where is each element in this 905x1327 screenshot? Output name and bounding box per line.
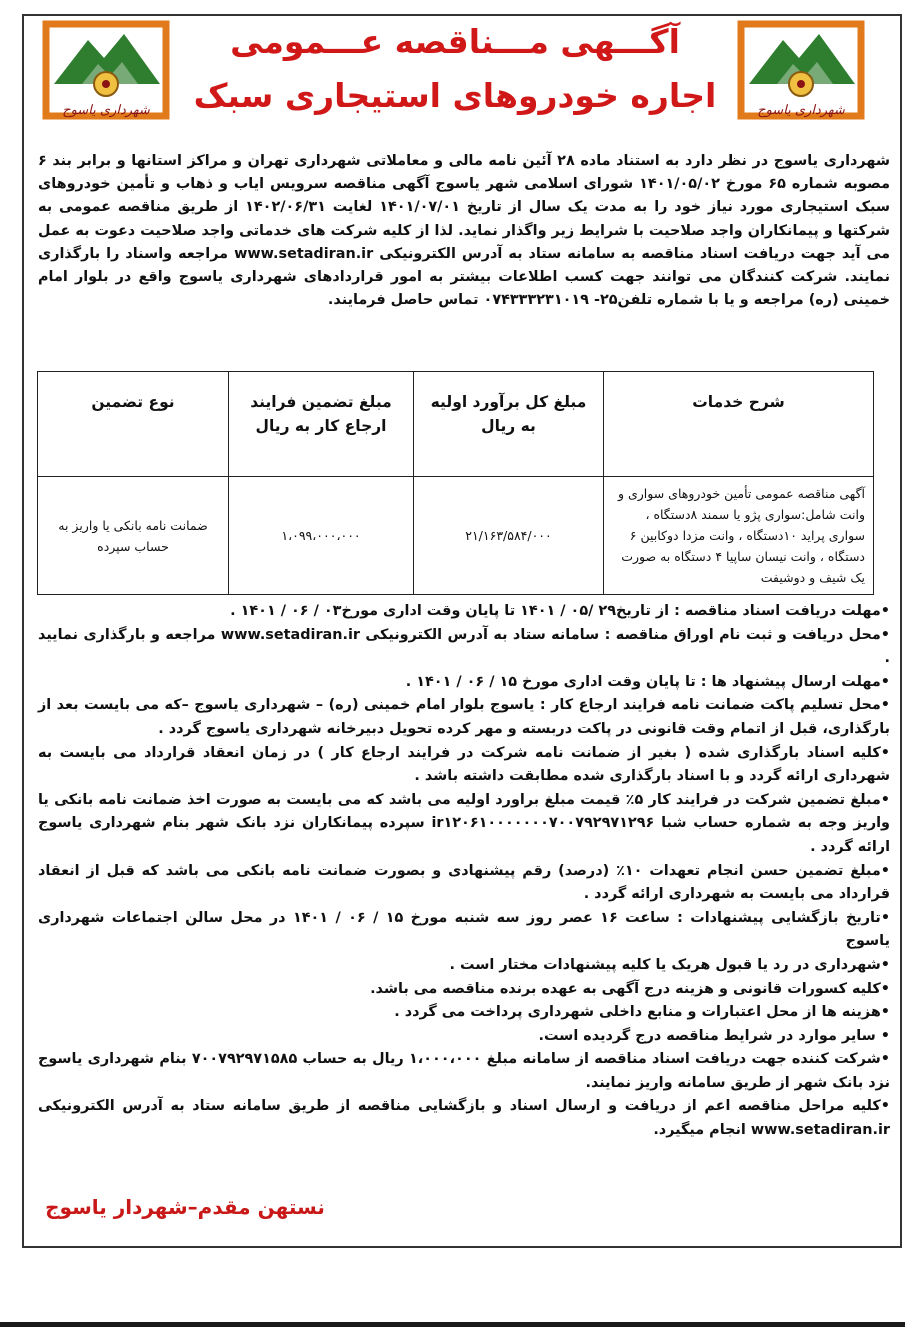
mayor-signature: نستهن مقدم–شهردار یاسوج bbox=[45, 1195, 325, 1219]
header-guarantee-amount: مبلغ تضمین فرایند ارجاع کار به ریال bbox=[229, 372, 414, 477]
condition-item: •شهرداری در رد یا قبول هریک یا کلیه پیشنهادات مختار است . bbox=[449, 956, 890, 973]
cell-guarantee-amount: ۱،۰۹۹،۰۰۰،۰۰۰ bbox=[229, 477, 414, 595]
logo-caption: شهرداری یاسوج bbox=[757, 103, 845, 118]
condition-item: •کلیه کسورات قانونی و هزینه درج آگهی به عهده برنده مناقصه می باشد. bbox=[370, 980, 890, 997]
tender-table bbox=[37, 371, 874, 595]
condition-item: •محل تسلیم پاکت ضمانت نامه فرایند ارجاع کار : یاسوج بلوار امام خمینی (ره) – شهرداری یاسوج –که می بایست بعد از بارگذاری، قبل از اتمام وقت قانونی در پاکت دربسته و مهر کرده تحویل دبیرخانه شهرداری یاسوج گردد . bbox=[38, 697, 890, 737]
conditions-list bbox=[38, 600, 890, 1143]
logo-caption: شهرداری یاسوج bbox=[62, 103, 150, 118]
cell-service: آگهی مناقصه عمومی تأمین خودروهای سواری و وانت شامل:سواری پژو یا سمند ۸دستگاه ، سواری پراید ۱۰دستگاه ، وانت مزدا دوکابین ۶ دستگاه ، وانت نیسان ساپیا ۴ دستگاه به صورت یک شیف و دوشیفت bbox=[604, 477, 874, 595]
condition-item: •شرکت کننده جهت دریافت اسناد مناقصه از سامانه مبلغ ۱،۰۰۰،۰۰۰ ریال به حساب ۷۰۰۷۹۲۹۷۱۵۸۵ بنام شهرداری یاسوج نزد بانک شهر از طریق سامانه واریز نمایند. bbox=[38, 1051, 890, 1091]
condition-item: •کلیه مراحل مناقصه اعم از دریافت و ارسال اسناد و بازگشایی مناقصه از طریق سامانه ستاد به آدرس الکترونیکی www.setadiran.ir انجام میگیرد. bbox=[38, 1098, 890, 1139]
page-title: آگـــهی مـــناقصه عـــمومی bbox=[230, 22, 680, 61]
bottom-border bbox=[0, 1322, 905, 1327]
condition-item: •مبلغ تضمین شرکت در فرایند کار ۵٪ قیمت مبلغ براورد اولیه می باشد که می بایست به صورت اخذ ضمانت نامه بانکی یا واریز وجه به شماره حساب شبا ir۱۲۰۶۱۰۰۰۰۰۰۰۷۰۰۷۹۲۹۷۱۲۹۶ سپرده پیمانکاران نزد بانک شهر بنام شهرداری یاسوج ارائه گردد . bbox=[38, 791, 890, 855]
condition-item: •محل دریافت و ثبت نام اوراق مناقصه : سامانه ستاد به آدرس الکترونیکی www.setadiran.ir مراجعه و بارگذاری نمایید . bbox=[38, 626, 890, 667]
header-estimate: مبلغ کل برآورد اولیه به ریال bbox=[414, 372, 604, 477]
header-guarantee-type: نوع تضمین bbox=[38, 372, 229, 477]
table-row bbox=[38, 477, 874, 595]
cell-estimate: ۲۱/۱۶۳/۵۸۴/۰۰۰ bbox=[414, 477, 604, 595]
condition-item: •هزینه ها از محل اعتبارات و منابع داخلی شهرداری پرداخت می گردد . bbox=[394, 1004, 890, 1021]
cell-guarantee-type: ضمانت نامه بانکی یا واریز به حساب سپرده bbox=[38, 477, 229, 595]
intro-text: شهرداری یاسوج در نظر دارد به استناد ماده ۲۸ آئین نامه مالی و معاملاتی شهرداری تهران و مراکز استانها و برابر بند ۶ مصوبه شماره ۶۵ مورخ ۱۴۰۱/۰۵/۰۲ شورای اسلامی شهر یاسوج آگهی مناقصه سرویس ایاب و ذهاب و تأمین خودروهای سبک استیجاری مورد نیاز خود را به مدت یک سال از تاریخ ۱۴۰۱/۰۷/۰۱ لغایت ۱۴۰۲/۰۶/۳۱ از طریق مناقصه عمومی به شرکتها و پیمانکاران واجد صلاحیت با شرایط زیر واگذار نماید. لذا از کلیه شرکت های خدماتی واجد صلاحیت دعوت به عمل می آید جهت دریافت اسناد مناقصه به سامانه ستاد به آدرس الکترونیکی www.setadiran.ir مراجعه واسناد را بارگذاری نمایند. شرکت کنندگان می توانند جهت کسب اطلاعات بیشتر به امور قراردادهای شهرداری یاسوج واقع در بلوار امام خمینی (ره) مراجعه و یا با شماره تلفن۲۵- ۰۷۴۳۳۳۲۳۱۰۱۹ تماس حاصل فرمایند. bbox=[38, 153, 891, 309]
condition-item: • سایر موارد در شرایط مناقصه درج گردیده است. bbox=[538, 1027, 890, 1044]
table-header-row bbox=[38, 372, 874, 477]
condition-item: •مبلغ تضمین حسن انجام تعهدات ۱۰٪ (درصد) رقم پیشنهادی و بصورت ضمانت نامه بانکی می باشد که قبل از انعقاد قرارداد می بایست به شهرداری ارائه گردد . bbox=[38, 862, 890, 903]
condition-item: •مهلت ارسال پیشنهاد ها : تا پایان وقت اداری مورخ ۱۵ / ۰۶ / ۱۴۰۱ . bbox=[405, 673, 890, 690]
intro-paragraph bbox=[38, 150, 890, 312]
condition-item: •کلیه اسناد بارگذاری شده ( بغیر از ضمانت نامه شرکت در فرایند ارجاع کار ) در زمان انعقاد قرارداد می بایست به شهرداری ارائه گردد و با اسناد بارگذاری شده مطابقت داشته باشد . bbox=[38, 744, 890, 785]
municipality-logo-right bbox=[735, 18, 867, 122]
condition-item: •تاریخ بازگشایی پیشنهادات : ساعت ۱۶ عصر روز سه شنبه مورخ ۱۵ / ۰۶ / ۱۴۰۱ در محل سالن اجتماعات شهرداری یاسوج bbox=[38, 909, 891, 950]
header-service: شرح خدمات bbox=[604, 372, 874, 477]
page-subtitle: اجاره خودروهای استیجاری سبک bbox=[193, 76, 717, 115]
condition-item: •مهلت دریافت اسناد مناقصه : از تاریخ۲۹ /۰۵ / ۱۴۰۱ تا پایان وقت اداری مورخ۰۳ / ۰۶ / ۱۴۰۱ . bbox=[230, 603, 890, 619]
municipality-logo-left bbox=[40, 18, 172, 122]
